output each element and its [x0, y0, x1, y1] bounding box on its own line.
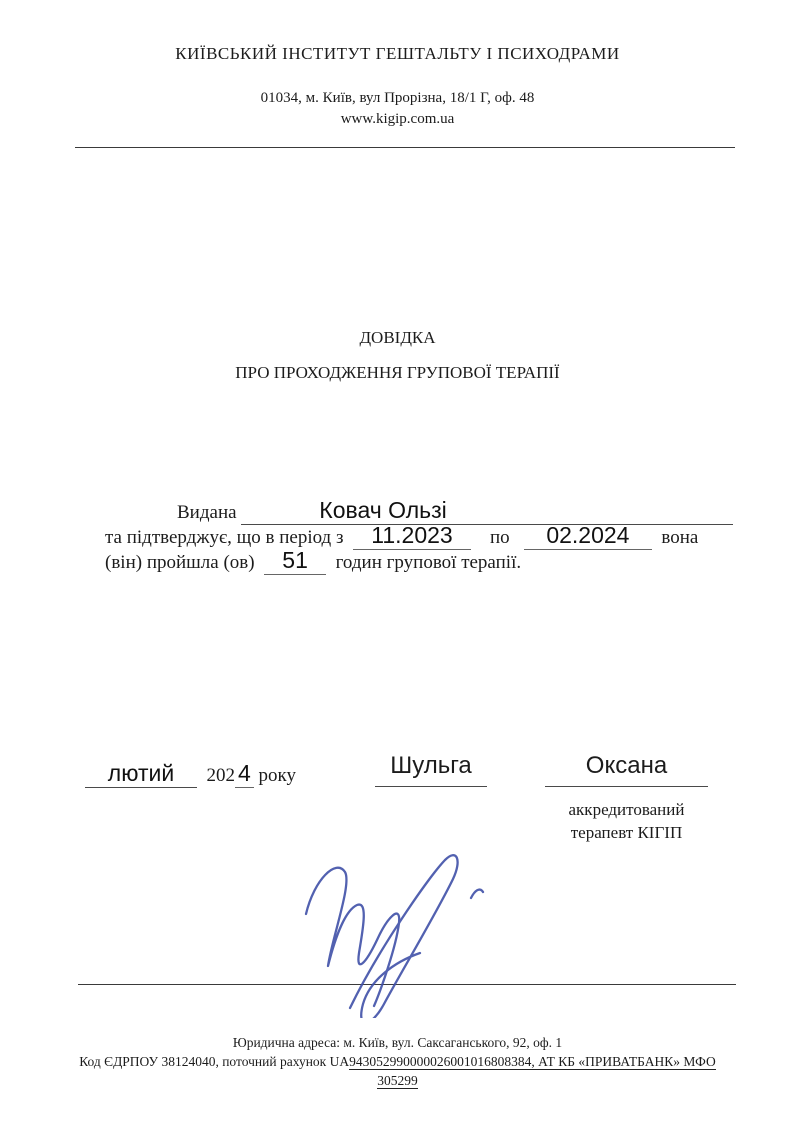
hours-field — [264, 547, 326, 575]
therapist-surname: Шульга — [390, 752, 472, 779]
period-from-field — [353, 522, 471, 550]
recipient-name-value: Ковач Ользі — [319, 497, 447, 523]
therapist-firstname: Оксана — [585, 752, 668, 779]
issued-line — [105, 497, 733, 522]
legal-address: Юридична адреса: м. Київ, вул. Саксаганського, 92, оф. 1 — [232, 1035, 563, 1050]
hours-value: 51 — [282, 547, 308, 573]
handwritten-signature — [288, 846, 494, 1018]
certificate-body — [105, 497, 733, 572]
period-line — [105, 522, 733, 547]
registration-prefix: Код ЄДРПОУ 38124040, поточний рахунок UA — [79, 1054, 350, 1069]
year-digit-field: 4 — [235, 760, 254, 788]
period-to-label: по — [489, 527, 510, 548]
document-subtitle: ПРО ПРОХОДЖЕННЯ ГРУПОВОЇ ТЕРАПІЇ — [235, 363, 560, 382]
header-divider — [75, 147, 735, 148]
firstname-column — [545, 752, 708, 787]
month-field — [85, 760, 197, 788]
period-from-value: 11.2023 — [371, 522, 453, 548]
mfo-line — [0, 1073, 795, 1089]
account-number: 943052990000026001016808384, АТ КБ «ПРИВАТБАНК» МФО — [349, 1054, 716, 1069]
therapist-role — [545, 798, 708, 844]
year-prefix: 202 — [206, 765, 235, 786]
hours-prefix: (він) пройшла (ов) — [105, 552, 255, 573]
surname-signature-line — [375, 786, 487, 787]
institute-address: 01034, м. Київ, вул Прорізна, 18/1 Г, оф. 48 — [260, 90, 535, 106]
institute-website: www.kigip.com.ua — [340, 111, 455, 127]
institute-name: КИЇВСЬКИЙ ІНСТИТУТ ГЕШТАЛЬТУ І ПСИХОДРАМИ — [175, 44, 620, 63]
role-line1: аккредитований — [568, 800, 685, 819]
period-to-value: 02.2024 — [546, 522, 630, 548]
date-block — [85, 760, 296, 788]
firstname-signature-line — [545, 786, 708, 787]
period-prefix: та підтверджує, що в період з — [105, 527, 344, 548]
year-suffix: року — [258, 765, 297, 786]
surname-column — [375, 752, 487, 787]
registration-line — [0, 1054, 795, 1070]
hours-suffix: годин групової терапії. — [335, 552, 522, 573]
issued-label: Видана — [177, 502, 237, 523]
account-number-tail: 305299 — [377, 1073, 418, 1088]
hours-line — [105, 547, 733, 572]
period-to-field — [524, 522, 652, 550]
document-title: ДОВІДКА — [359, 328, 436, 347]
recipient-name-field — [241, 497, 733, 525]
month-value: лютий — [107, 760, 175, 786]
role-line2: терапевт КІГІП — [570, 823, 683, 842]
period-suffix: вона — [661, 527, 699, 548]
